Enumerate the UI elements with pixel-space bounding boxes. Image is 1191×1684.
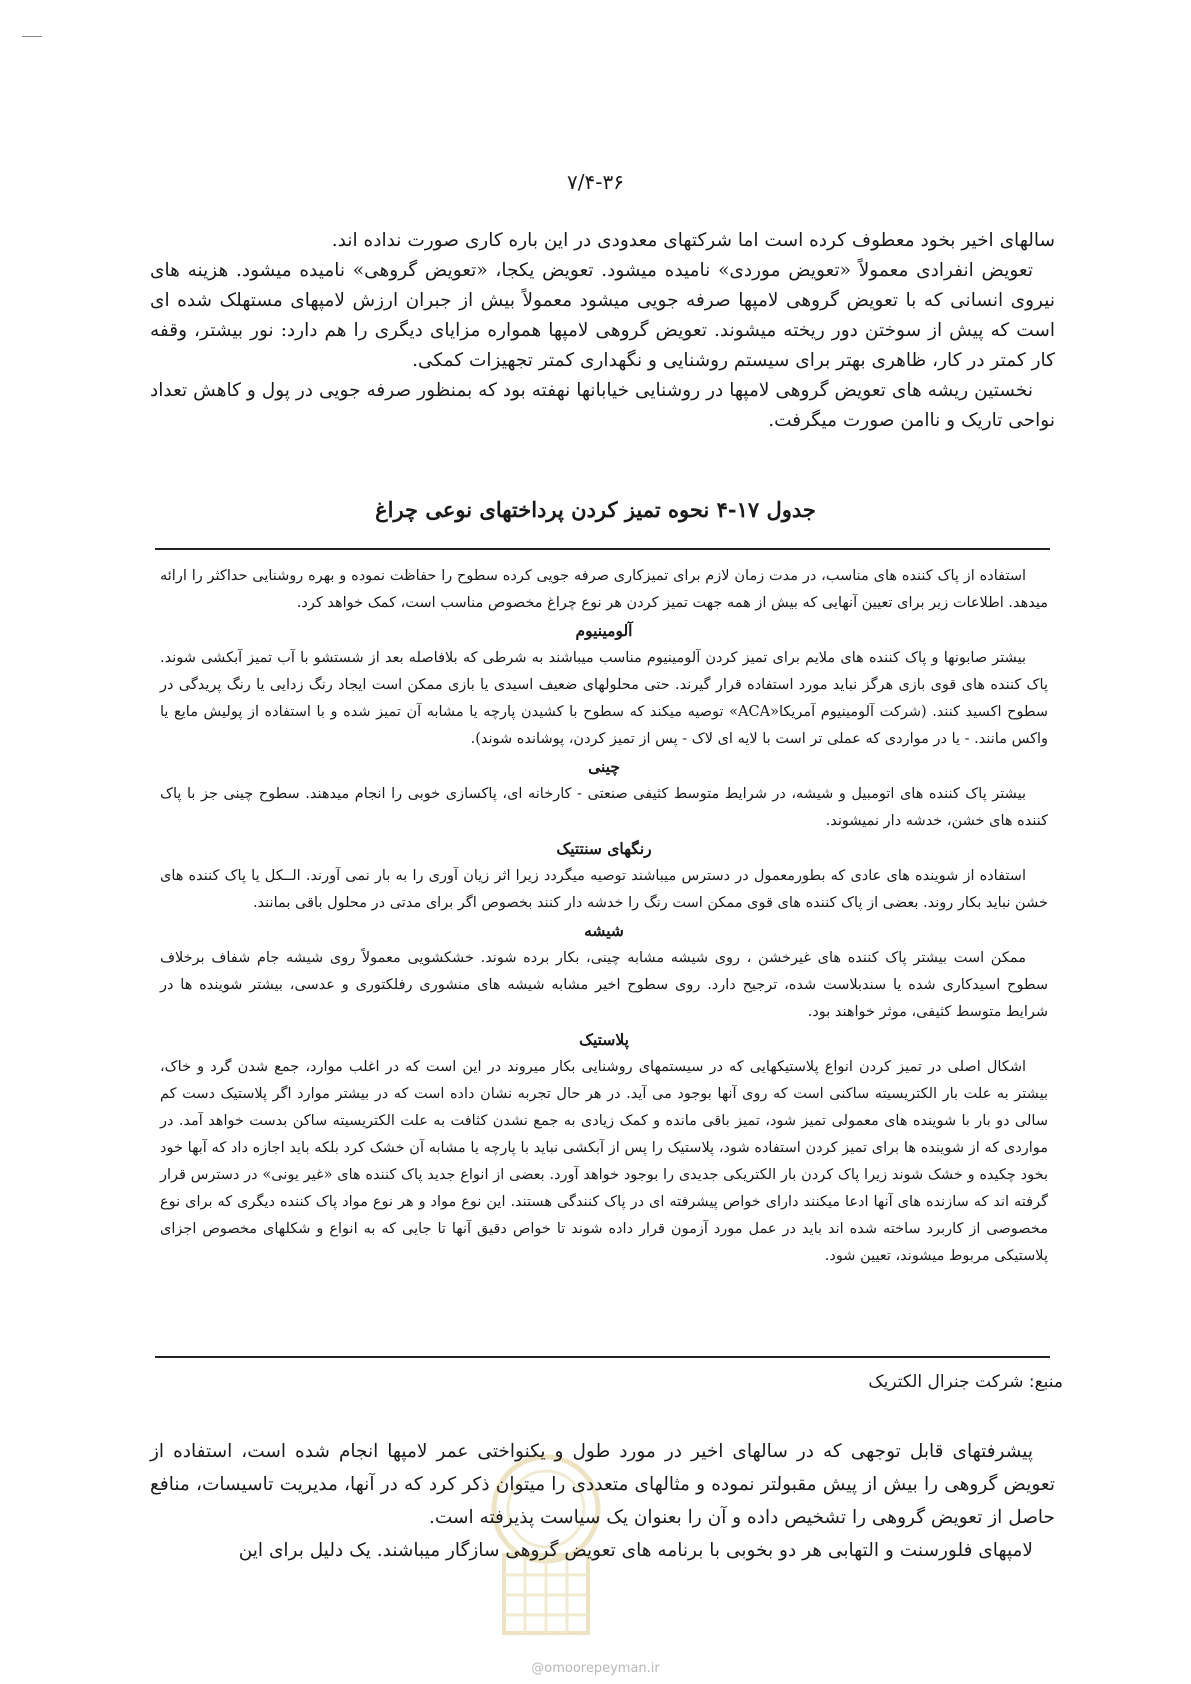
table-bottom-rule [155, 1356, 1050, 1358]
intro-paragraph: نخستین ریشه های تعویض گروهی لامپها در روشنایی خیابانها نهفته بود که بمنظور صرفه جویی در پول و کاهش تعداد نواحی تاریک و ناامن صورت میگرفت. [150, 380, 1055, 431]
corner-mark [22, 36, 42, 37]
section-text-plastic: اشکال اصلی در تمیز کردن انواع پلاستیکهایی که در سیستمهای روشنایی بکار میروند در این است که در اغلب موارد، جمع شدن گرد و خاک، بیشتر به علت بار الکتریسیته ساکنی است که روی آنها بوجود می آید. در هر حال تجربه نشان داده است که در بیشتر موارد اگر پلاستیک دست کم سالی دو بار با شوینده های معمولی تمیز شود، تمیز باقی مانده و کمک زیادی به جمع نشدن کثافت به علت الکتریسیته ساکن بدست خواهد آمد. در مواردی که از شوینده ها برای تمیز کردن استفاده شود، پلاستیک را پس از آبکشی نباید با پارچه یا مشابه آن خشک کرد بلکه باید اجازه داد که آبها خود بخود چکیده و خشک شوند زیرا پاک کردن بار الکتریکی جدیدی را بوجود خواهد آورد. بعضی از انواع جدید پاک کننده های «غیر یونی» در دسترس قرار گرفته اند که سازنده های آنها ادعا میکنند دارای خواص پیشرفته ای در پاک کنندگی هستند. این نوع مواد و هر نوع مواد پاک کننده دیگری که برای نوع مخصوصی از کاربرد ساخته شده اند باید در عمل مورد آزمون قرار داده شوند تا خواص دقیق آنها تا جایی که به انواع و شکلهای مخصوص اجزای پلاستیکی مربوط میشوند، تعیین شود. [160, 1059, 1048, 1264]
section-text-glass: ممکن است بیشتر پاک کننده های غیرخشن ، روی شیشه مشابه چینی، بکار برده شوند. خشکشویی معمولاً روی شیشه جام شفاف برخلاف سطوح اسیدکاری شده یا سندبلاست شده، ترجیح دارد. روی سطوح اخیر مشابه شیشه های منشوری رفلکتوری و عدسی، بیشتر شوینده ها در شرایط متوسط کثیفی، موثر خواهند بود. [160, 950, 1048, 1020]
table-title: جدول ۱۷-۴ نحوه تمیز کردن پرداختهای نوعی چراغ [375, 497, 816, 522]
outro-text [150, 1435, 1055, 1567]
section-heading-glass: شیشه [584, 921, 624, 940]
outro-paragraph: لامپهای فلورسنت و التهابی هر دو بخوبی با برنامه های تعویض گروهی سازگار میباشند. یک دلیل برای این [238, 1540, 1033, 1561]
table-top-rule [155, 548, 1050, 550]
outro-paragraph: پیشرفتهای قابل توجهی که در سالهای اخیر در مورد طول و یکنواختی عمر لامپها انجام شده است، استفاده از تعویض گروهی را بیش از پیش مقبولتر نموده و مثالهای متعددی را میتوان ذکر کرد که در آنها، مدیریت تاسیسات، منافع حاصل از تعویض گروهی را تشخیص داده و آن را بعنوان یک سیاست پذیرفته است. [150, 1441, 1055, 1528]
watermark-site: @omoorepeyman.ir [531, 1661, 660, 1676]
intro-paragraph: سالهای اخیر بخود معطوف کرده است اما شرکتهای معدودی در این باره کاری صورت نداده اند. [331, 230, 1055, 251]
source-note: منبع: شرکت جنرال الکتریک [868, 1372, 1063, 1392]
section-text-synthetic-paints: استفاده از شوینده های عادی که بطورمعمول در دسترس میباشند توصیه میگردد زیرا اثر زیان آوری را به بار نمی آورند. الــکل یا پاک کننده های خشن نباید بکار روند. بعضی از پاک کننده های قوی ممکن است رنگ را خدشه دار کنند بخصوص اگر برای مدتی در محلول باقی بمانند. [160, 868, 1048, 911]
section-heading-aluminum: آلومینیوم [575, 621, 633, 640]
section-heading-plastic: پلاستیک [579, 1030, 629, 1049]
section-text-aluminum: بیشتر صابونها و پاک کننده های ملایم برای تمیز کردن آلومینیوم مناسب میباشند به شرطی که بلافاصله بعد از شستشو با آب تمیز آبکشی شوند. پاک کننده های قوی بازی هرگز نباید مورد استفاده قرار گیرند. حتی محلولهای ضعیف اسیدی یا بازی ممکن است ایجاد رنگ زدایی یا رنگ پریدگی در سطوح اکسید کنند. (شرکت آلومینیوم آمریکا«ACA» توصیه میکند که سطوح با کشیدن پارچه یا مشابه آن تمیز شده و با استفاده از پولیش مایع یا واکس مانند. - یا در مواردی که عملی تر است با لایه ای لاک - پس از تمیز کردن، پوشانده شوند). [160, 650, 1048, 747]
section-text-porcelain: بیشتر پاک کننده های اتومبیل و شیشه، در شرایط متوسط کثیفی صنعتی - کارخانه ای، پاکسازی خوبی را انجام میدهند. سطوح چینی جز با پاک کننده های خشن، خدشه دار نمیشوند. [160, 786, 1048, 829]
intro-text [150, 226, 1055, 436]
table-intro: استفاده از پاک کننده های مناسب، در مدت زمان لازم برای تمیزکاری صرفه جویی کرده سطوح را حفاظت نموده و بهره روشنایی حداکثر را ارائه میدهد. اطلاعات زیر برای تعیین آنهایی که بیش از همه جهت تمیز کردن هر نوع چراغ مخصوص مناسب است، کمک خواهد کرد. [160, 568, 1048, 611]
page-number: ۷/۴-۳۶ [567, 170, 624, 194]
section-heading-synthetic-paints: رنگهای سنتتیک [556, 839, 652, 858]
intro-paragraph: تعویض انفرادی معمولاً «تعویض موردی» نامیده میشود. تعویض یکجا، «تعویض گروهی» نامیده میشود. هزینه های نیروی انسانی که با تعویض گروهی لامپها صرفه جویی میشود معمولاً بیش از جبران ارزش لامپهای مستهلک شده ای است که پیش از سوختن دور ریخته میشوند. تعویض گروهی لامپها همواره مزایای دیگری را هم دارد: نور بیشتر، وقفه کار کمتر در کار، ظاهری بهتر برای سیستم روشنایی و نگهداری کمتر تجهیزات کمکی. [150, 260, 1055, 371]
section-heading-porcelain: چینی [588, 757, 620, 776]
cleaning-table [160, 563, 1048, 1270]
